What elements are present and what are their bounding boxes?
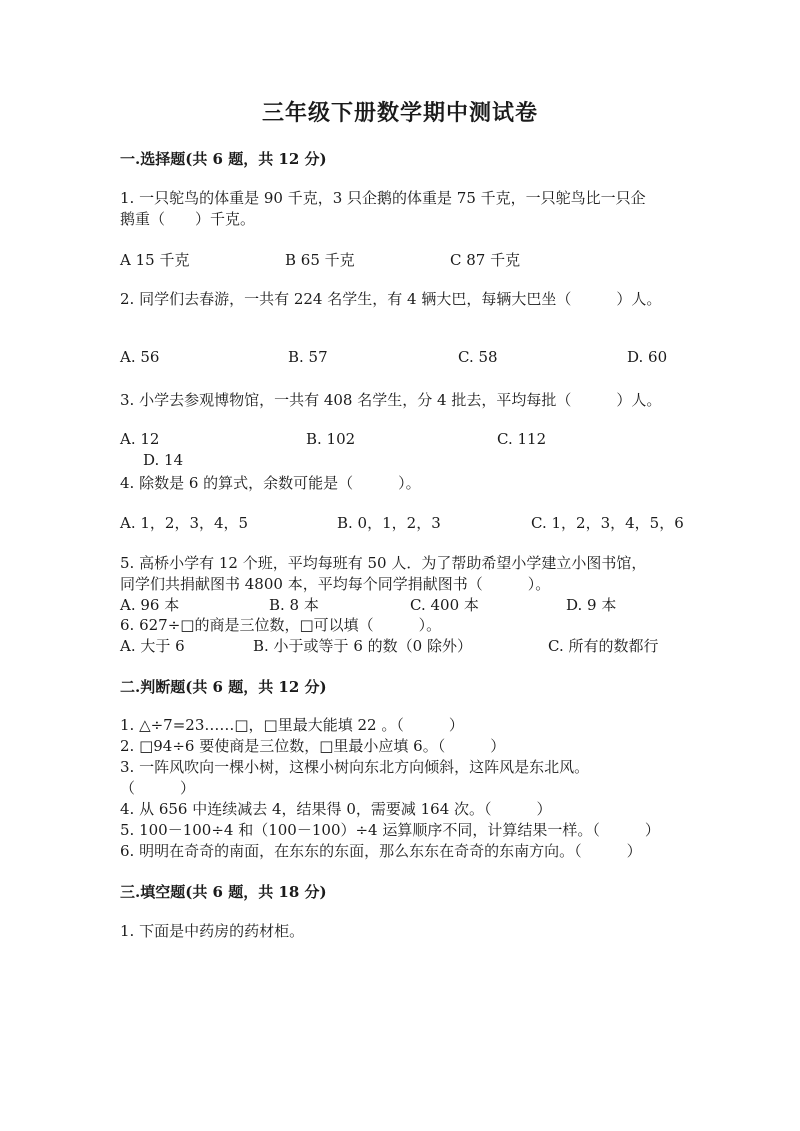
judge-item-1: 1. △÷7=23……□，□里最大能填 22 。（ ） (120, 716, 464, 734)
q6-option-a: A. 大于 6 (120, 637, 185, 655)
q1-option-a: A 15 千克 (120, 251, 190, 269)
q1-option-c: C 87 千克 (450, 251, 521, 269)
q6-option-b: B. 小于或等于 6 的数（0 除外） (253, 637, 472, 655)
q3-option-a: A. 12 (120, 430, 160, 448)
section-3-heading: 三.填空题(共 6 题，共 18 分) (120, 883, 327, 901)
q4-option-a: A. 1，2，3，4，5 (120, 514, 249, 532)
section-1-heading: 一.选择题(共 6 题，共 12 分) (120, 150, 327, 168)
question-2-text: 2. 同学们去春游，一共有 224 名学生，有 4 辆大巴，每辆大巴坐（ ）人。 (120, 290, 662, 308)
question-1-line-2: 鹅重（ ）千克。 (120, 210, 256, 228)
q1-option-b: B 65 千克 (285, 251, 355, 269)
q6-option-c: C. 所有的数都行 (548, 637, 659, 655)
q2-option-b: B. 57 (288, 348, 328, 366)
q3-option-d: D. 14 (143, 451, 184, 469)
question-4-text: 4. 除数是 6 的算式，余数可能是（ ）。 (120, 474, 421, 492)
q2-option-d: D. 60 (627, 348, 668, 366)
question-6-text: 6. 627÷□的商是三位数，□可以填（ ）。 (120, 616, 442, 634)
q3-option-b: B. 102 (306, 430, 356, 448)
question-3-text: 3. 小学去参观博物馆，一共有 408 名学生，分 4 批去，平均每批（ ）人。 (120, 391, 662, 409)
section-2-heading: 二.判断题(共 6 题，共 12 分) (120, 678, 327, 696)
q5-option-d: D. 9 本 (566, 596, 617, 614)
question-5-line-1: 5. 高桥小学有 12 个班，平均每班有 50 人．为了帮助希望小学建立小图书馆， (120, 554, 647, 572)
judge-item-2: 2. □94÷6 要使商是三位数，□里最小应填 6。（ ） (120, 737, 506, 755)
question-1-line-1: 1. 一只鸵鸟的体重是 90 千克，3 只企鹅的体重是 75 千克，一只鸵鸟比一只企 (120, 189, 646, 207)
judge-item-3: 3. 一阵风吹向一棵小树，这棵小树向东北方向倾斜，这阵风是东北风。 (120, 758, 590, 776)
q2-option-a: A. 56 (120, 348, 160, 366)
page-title: 三年级下册数学期中测试卷 (261, 100, 538, 126)
judge-item-4: 4. 从 656 中连续减去 4，结果得 0，需要减 164 次。（ ） (120, 800, 552, 818)
q2-option-c: C. 58 (458, 348, 498, 366)
judge-item-6: 6. 明明在奇奇的南面，在东东的东面，那么东东在奇奇的东南方向。（ ） (120, 842, 642, 860)
q5-option-a: A. 96 本 (120, 596, 180, 614)
fill-question-1: 1. 下面是中药房的药材柜。 (120, 922, 305, 940)
q4-option-b: B. 0，1，2，3 (337, 514, 441, 532)
judge-item-5: 5. 100－100÷4 和（100－100）÷4 运算顺序不同，计算结果一样。（ ） (120, 821, 660, 839)
judge-item-3-bracket: （ ） (120, 779, 196, 797)
q3-option-c: C. 112 (497, 430, 547, 448)
q4-option-c: C. 1，2，3，4，5，6 (531, 514, 684, 532)
q5-option-b: B. 8 本 (269, 596, 319, 614)
q5-option-c: C. 400 本 (410, 596, 479, 614)
question-5-line-2: 同学们共捐献图书 4800 本，平均每个同学捐献图书（ ）。 (120, 575, 551, 593)
